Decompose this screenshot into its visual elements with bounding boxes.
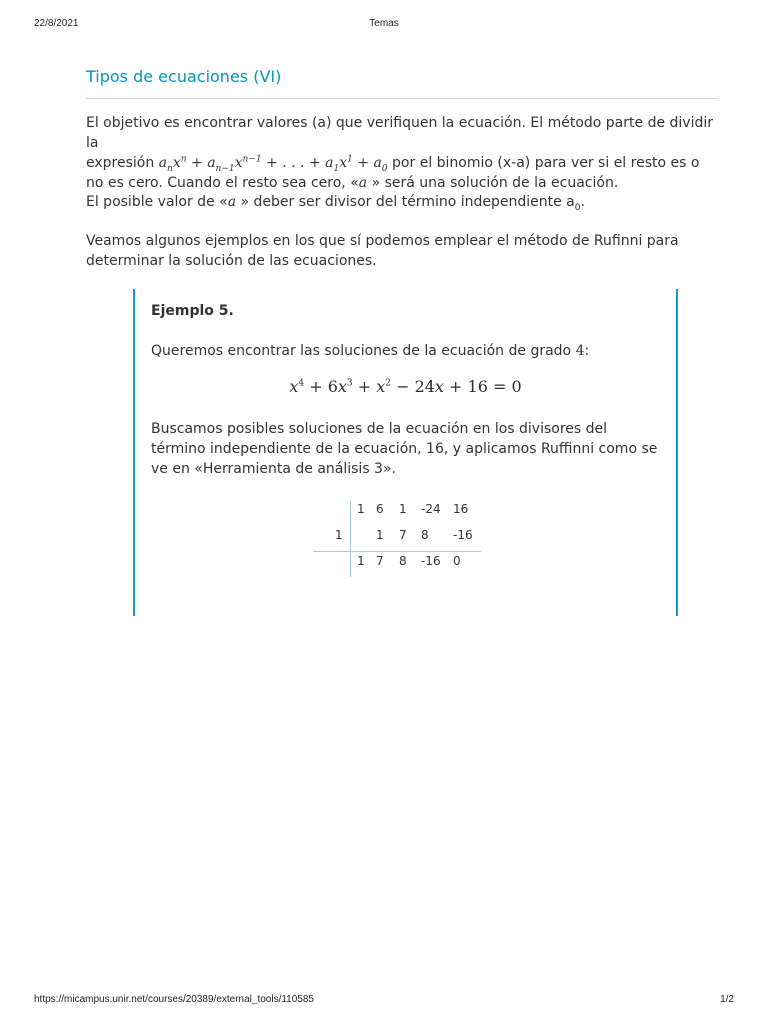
ruffini-cell: 8 [421,528,429,542]
example-explanation: Buscamos posibles soluciones de la ecuación en los divisores del término independiente de la ecuación, 16, y aplicamos Ruffinni como se ve en «Herramienta de análisis 3». [151,421,658,477]
header-title: Temas [369,18,399,29]
polynomial-expression: $a_nx^n + a_{n-1}x^{n-1}$ + . . . + $a_1x^1 + a_0$ [158,154,388,174]
equation: $x^4 + 6x^3 + x^2 - 24x + 16 = 0$ [289,377,522,396]
example-title: Ejemplo 5. [151,303,234,319]
title-divider [86,98,718,99]
ruffini-cell: 1 [376,528,384,542]
ruffini-cell: 1 [357,502,365,516]
example-intro [151,341,661,361]
examples-paragraph: Veamos algunos ejemplos en los que sí podemos emplear el método de Rufinni para determinar la solución de las ecuaciones. [86,233,679,269]
variable-a: a [358,175,368,191]
divisor-pre: El posible valor de « [86,194,228,210]
footer-page-number: 1/2 [720,994,734,1005]
divisor-post: » deber ser divisor del término independiente a [236,194,575,210]
example-box [133,289,678,616]
divisor-paragraph [86,192,726,212]
intro-paragraph [86,113,726,193]
ruffini-cell: 6 [376,502,384,516]
degree-value: 4 [575,343,585,359]
ruffini-divisor: 1 [335,528,343,542]
ruffini-remainder: 0 [453,554,461,568]
intro-line-2-post: por el binomio (x-a) para ver si el resto es o [392,155,700,171]
variable-a: a [227,194,237,210]
intro-line-3-post: » será una solución de la ecuación. [367,175,619,191]
ruffini-vertical-line [350,501,351,577]
intro-line-3-pre: no es cero. Cuando el resto sea cero, « [86,175,359,191]
section-title: Tipos de ecuaciones (VI) [86,67,282,86]
ruffini-cell: -24 [421,502,441,516]
footer-url: https://micampus.unir.net/courses/20389/external_tools/110585 [34,994,314,1005]
ruffini-cell: 16 [453,502,469,516]
ruffini-cell: 1 [399,502,407,516]
example-intro-text: Queremos encontrar las soluciones de la ecuación de grado [151,343,576,359]
ruffini-cell: 7 [399,528,407,542]
header-date: 22/8/2021 [34,18,79,29]
ruffini-result: -16 [421,554,441,568]
subscript-zero: 0 [574,202,581,213]
ruffini-cell: -16 [453,528,473,542]
ruffini-result: 8 [399,554,407,568]
intro-line-1: El objetivo es encontrar valores (a) que verifiquen la ecuación. El método parte de dividir la [86,115,713,151]
intro-line-2-pre: expresión [86,155,155,171]
ruffini-result: 1 [357,554,365,568]
ruffini-horizontal-line [313,551,481,552]
divisor-end: . [580,194,585,210]
example-intro-end: : [584,343,590,359]
ruffini-result: 7 [376,554,384,568]
